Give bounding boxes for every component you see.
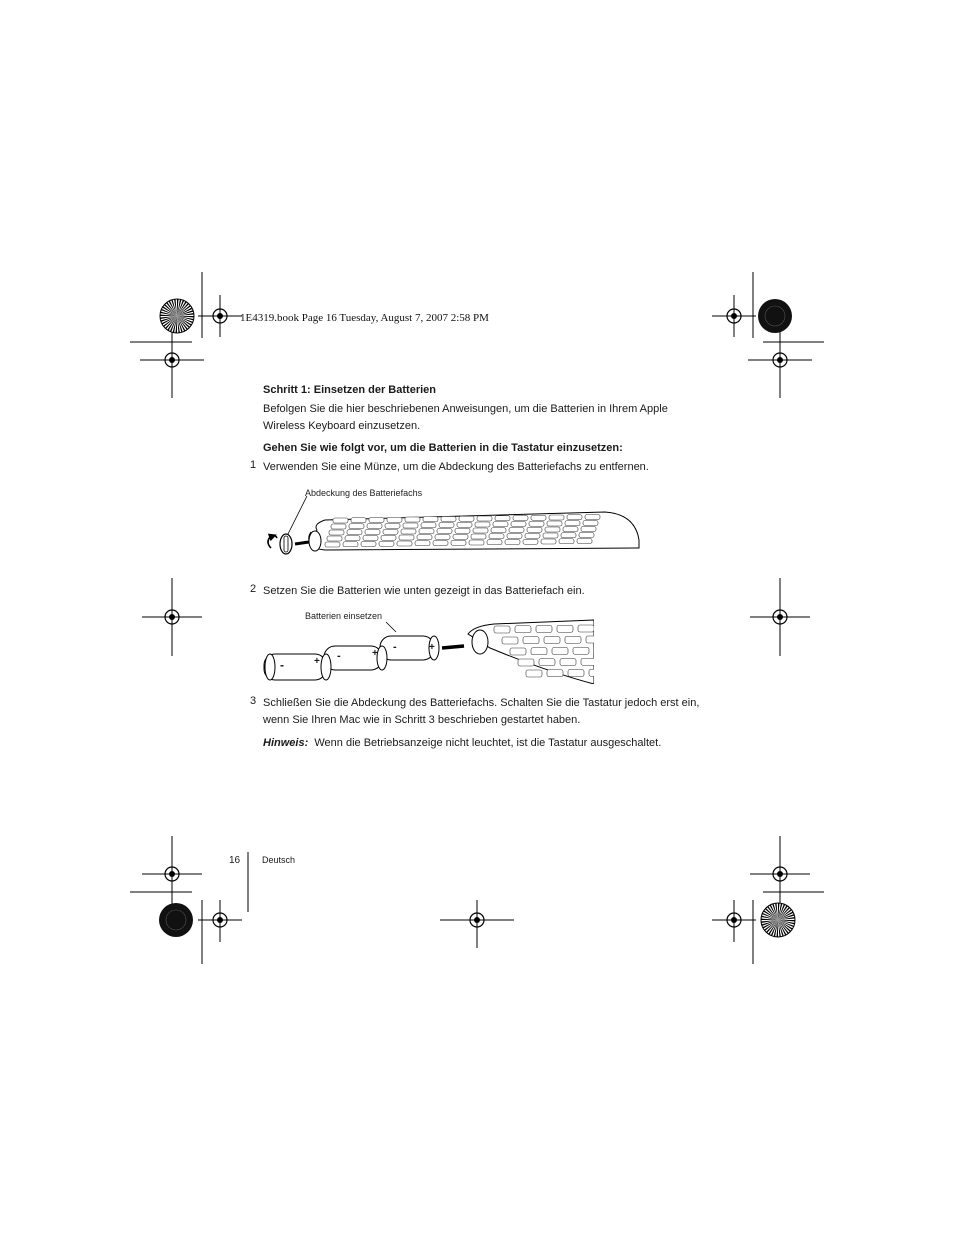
step-1-text: Verwenden Sie eine Münze, um die Abdeckung des Batteriefachs zu entfernen.	[263, 461, 649, 473]
book-header: 1E4319.book Page 16 Tuesday, August 7, 2007 2:58 PM	[240, 312, 489, 324]
figure2-callout: Batterien einsetzen	[305, 611, 383, 621]
step-2-number: 2	[250, 583, 257, 595]
footer-language: Deutsch	[262, 855, 296, 865]
intro-paragraph: Befolgen Sie die hier beschriebenen Anweisungen, um die Batterien in Ihrem Apple Wireless Keyboard einzusetzen.	[263, 403, 668, 432]
battery-1-plus: +	[314, 656, 320, 667]
battery-3-minus: -	[393, 641, 397, 653]
battery-3-plus: +	[429, 642, 435, 653]
step-3-text: Schließen Sie die Abdeckung des Batteriefachs. Schalten Sie die Tastatur jedoch erst ein, wenn Sie Ihren Mac wie in Schritt 3 beschrieben gestartet haben.	[263, 697, 700, 726]
instructions-heading: Gehen Sie wie folgt vor, um die Batterien in die Tastatur einzusetzen:	[263, 442, 623, 454]
step-2-text: Setzen Sie die Batterien wie unten gezeigt in das Batteriefach ein.	[263, 585, 585, 597]
note-text: Wenn die Betriebsanzeige nicht leuchtet, ist die Tastatur ausgeschaltet.	[314, 737, 662, 749]
note	[263, 737, 661, 749]
note-label: Hinweis:	[263, 737, 309, 749]
battery-2-minus: -	[337, 650, 341, 662]
figure1-callout: Abdeckung des Batteriefachs	[305, 488, 423, 498]
page-number: 16	[229, 855, 241, 866]
step-3-number: 3	[250, 695, 257, 707]
step-1-number: 1	[250, 459, 257, 471]
battery-2-plus: +	[372, 648, 378, 659]
battery-1-minus: -	[280, 658, 284, 672]
figure2-batteries-illustration	[258, 618, 594, 684]
step-title: Schritt 1: Einsetzen der Batterien	[263, 384, 436, 396]
figure1-keyboard-illustration	[255, 496, 645, 566]
